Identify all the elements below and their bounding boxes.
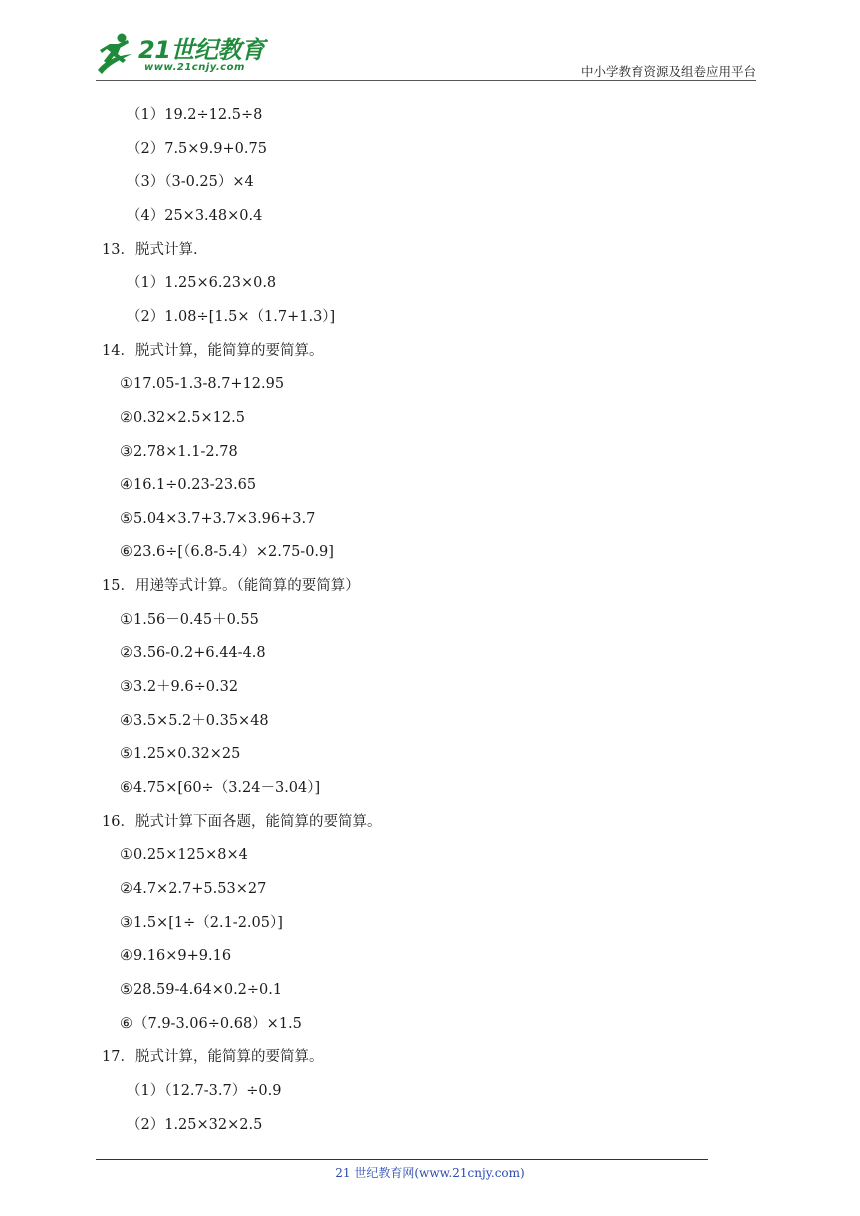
sub-item: ⑥4.75×[60÷（3.24－3.04）] — [120, 780, 321, 796]
header-divider — [96, 80, 756, 81]
sub-item: ④9.16×9+9.16 — [120, 948, 232, 965]
sub-item: ⑤28.59-4.64×0.2÷0.1 — [120, 981, 283, 998]
question-heading: 17．脱式计算，能简算的要简算。 — [102, 1049, 324, 1066]
question-heading: 14．脱式计算，能简算的要简算。 — [102, 342, 324, 359]
logo — [92, 30, 265, 78]
sub-item: ⑤5.04×3.7+3.7×3.96+3.7 — [120, 510, 316, 527]
sub-item: ①17.05-1.3-8.7+12.95 — [120, 376, 285, 393]
sub-item: （2）7.5×9.9+0.75 — [126, 140, 267, 157]
footer-text: 21 世纪教育网(www.21cnjy.com) — [335, 1166, 525, 1180]
platform-title: 中小学教育资源及组卷应用平台 — [580, 64, 756, 79]
sub-item: ②3.56-0.2+6.44-4.8 — [120, 645, 266, 662]
sub-item: ③3.2＋9.6÷0.32 — [120, 679, 239, 696]
sub-item: （1）19.2÷12.5÷8 — [126, 107, 263, 123]
sub-item: ⑤1.25×0.32×25 — [120, 746, 241, 763]
runner-icon — [92, 30, 138, 76]
sub-item: ②4.7×2.7+5.53×27 — [120, 880, 267, 897]
sub-item: ①0.25×125×8×4 — [120, 847, 248, 864]
sub-item: （4）25×3.48×0.4 — [126, 207, 263, 224]
logo-text: 21世纪教育 — [138, 36, 265, 64]
sub-item: ⑥23.6÷[（6.8-5.4）×2.75-0.9] — [120, 544, 334, 561]
question-heading: 15．用递等式计算。（能简算的要简算） — [102, 578, 360, 595]
sub-item: ③1.5×[1÷（2.1-2.05）] — [120, 914, 283, 931]
sub-item: （1）（12.7-3.7）÷0.9 — [126, 1082, 282, 1099]
sub-item: （1）1.25×6.23×0.8 — [126, 275, 277, 292]
question-heading: 16．脱式计算下面各题，能简算的要简算。 — [102, 813, 382, 830]
sub-item: ③2.78×1.1-2.78 — [120, 443, 238, 460]
sub-item: ⑥（7.9-3.06÷0.68）×1.5 — [120, 1015, 302, 1032]
question-heading: 13．脱式计算. — [102, 241, 198, 258]
page-header — [0, 0, 860, 80]
sub-item: （2）1.08÷[1.5×（1.7+1.3）] — [126, 308, 336, 325]
sub-item: ①1.56－0.45＋0.55 — [120, 611, 259, 628]
sub-item: （3）（3-0.25）×4 — [126, 174, 254, 191]
sub-item: ④16.1÷0.23-23.65 — [120, 477, 257, 494]
sub-item: ②0.32×2.5×12.5 — [120, 409, 245, 426]
sub-item: ④3.5×5.2＋0.35×48 — [120, 712, 269, 729]
footer-divider — [96, 1159, 708, 1160]
logo-url: www.21cnjy.com — [144, 62, 245, 73]
sub-item: （2）1.25×32×2.5 — [126, 1116, 263, 1133]
